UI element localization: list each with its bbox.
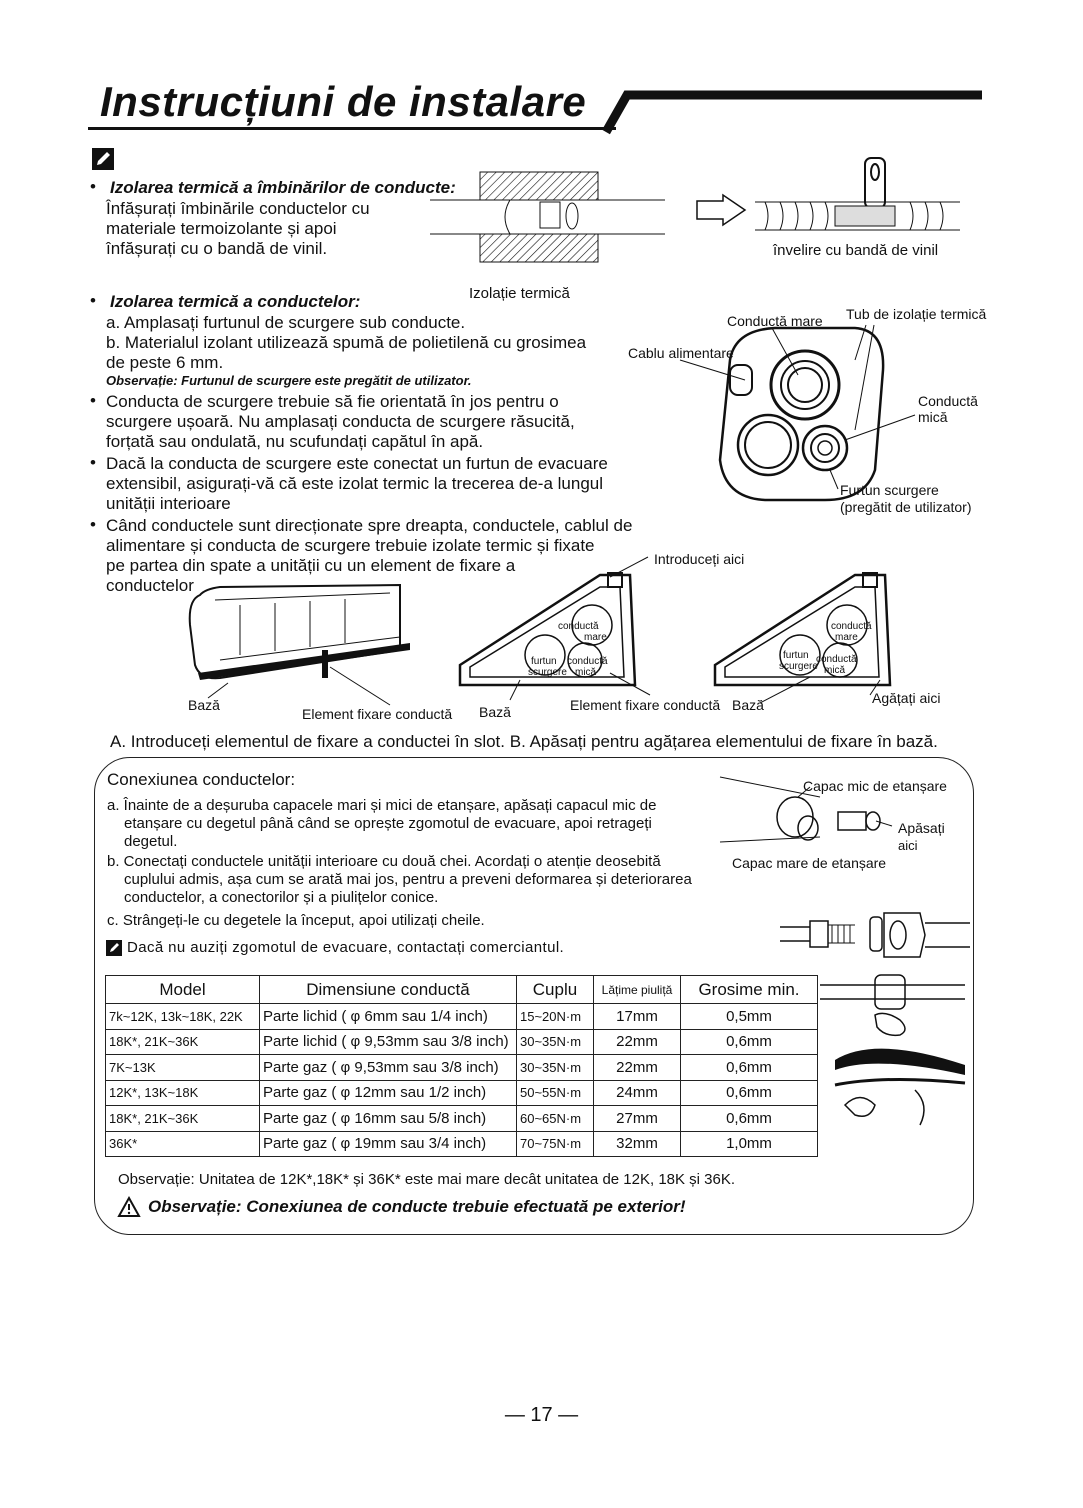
flare-nut-connection-diagram xyxy=(780,905,970,965)
header-model: Model xyxy=(106,976,260,1004)
page-number: — 17 — xyxy=(504,1404,579,1426)
cell-min-thickness: 0,6mm xyxy=(681,1055,818,1081)
cell-nut-width: 22mm xyxy=(594,1055,681,1081)
connection-b-line1: b. Conectați conductele unității interioare cu două chei. Acordați o atenție deosebită xyxy=(107,853,661,870)
cell-nut-width: 32mm xyxy=(594,1131,681,1157)
label-press-2: aici xyxy=(898,838,918,853)
drain-bullet2-line1: Dacă la conducta de scurgere este conectat un furtun de evacuare xyxy=(106,454,608,473)
label-drain-b2: scurgere xyxy=(779,661,818,672)
cell-pipe-size: Parte gaz ( φ 16mm sau 5/8 inch) xyxy=(260,1106,517,1132)
table-header-row xyxy=(106,976,818,1004)
cell-pipe-size: Parte gaz ( φ 12mm sau 1/2 inch) xyxy=(260,1080,517,1106)
bullet-right-routing: • xyxy=(90,515,96,534)
pencil-note-icon-small xyxy=(106,940,124,958)
cell-model: 12K*, 13K~18K xyxy=(106,1080,260,1106)
connection-a-line1: a. Înainte de a deșuruba capacele mari și mici de etanșare, apăsați capacul mic de xyxy=(107,797,657,814)
header-nut-width: Lățime piuliță xyxy=(594,976,681,1004)
label-small-pipe-1: Conductă xyxy=(918,393,978,409)
cell-model: 7k~12K, 13k~18K, 22K xyxy=(106,1004,260,1030)
label-pipe-big-2: mare xyxy=(584,632,607,643)
label-pipe-small-1b: conductă xyxy=(816,654,857,665)
section2-heading: Izolarea termică a conductelor: xyxy=(110,292,361,311)
table-row xyxy=(106,1029,818,1055)
label-power-cable: Cablu alimentare xyxy=(628,345,734,361)
label-drain-a: furtun xyxy=(531,656,557,667)
label-drain-2: (pregătit de utilizator) xyxy=(840,499,972,515)
label-pipe-small-2b: mică xyxy=(824,665,846,676)
figure-caption: A. Introduceți elementul de fixare a conductei în slot. B. Apăsați pentru agățarea elementului de fixare în bază. xyxy=(110,732,938,751)
label-pipe-big-1b: conductă xyxy=(831,621,872,632)
label-base-1: Bază xyxy=(188,697,220,713)
torque-spec-table xyxy=(105,975,818,1157)
bullet-drain1: • xyxy=(90,391,96,410)
footnote: Observație: Unitatea de 12K*,18K* și 36K* este mai mare decât unitatea de 12K, 18K și 36K. xyxy=(118,1171,736,1188)
connection-heading: Conexiunea conductelor: xyxy=(107,770,296,789)
bullet-drain2: • xyxy=(90,453,96,472)
routing-line2: alimentare și conducta de scurgere trebuie izolate termic și fixate xyxy=(106,536,595,555)
connection-b-line3: conductelor, a conectorilor și a piulițelor conice. xyxy=(124,889,439,906)
cell-torque: 15~20N·m xyxy=(517,1004,594,1030)
pipe-joint-insulation-diagram xyxy=(430,170,730,290)
cell-pipe-size: Parte lichid ( φ 9,53mm sau 3/8 inch) xyxy=(260,1029,517,1055)
label-small-seal-cap: Capac mic de etanșare xyxy=(803,778,947,794)
cell-min-thickness: 1,0mm xyxy=(681,1131,818,1157)
connection-a-line2: etanșare cu degetul până când se oprește zgomotul de evacuare, apoi retrageți xyxy=(124,815,652,832)
label-pipe-big-2b: mare xyxy=(835,632,858,643)
routing-line3: pe partea din spate a unității cu un element de fixare a xyxy=(106,556,516,575)
drain-bullet1-line3: forțată sau ondulată, nu scufundați capătul în apă. xyxy=(106,432,484,451)
label-press-1: Apăsați xyxy=(898,820,945,836)
cell-torque: 50~55N·m xyxy=(517,1080,594,1106)
warning-triangle-icon xyxy=(118,1197,140,1217)
label-base-2: Bază xyxy=(479,704,511,720)
drain-bullet1-line2: scurgere ușoară. Nu amplasați conducta de scurgere răsucită, xyxy=(106,412,575,431)
label-big-seal-cap: Capac mare de etanșare xyxy=(732,855,887,871)
routing-line4: conductelor xyxy=(106,576,194,595)
section2-line-b: b. Materialul izolant utilizează spumă de polietilenă cu grosimea xyxy=(106,333,587,352)
cell-torque: 30~35N·m xyxy=(517,1055,594,1081)
cell-nut-width: 17mm xyxy=(594,1004,681,1030)
table-row xyxy=(106,1004,818,1030)
drain-bullet2-line2: extensibil, asigurați-vă că este izolat termic la trecerea de-a lungul xyxy=(106,474,604,493)
arrow-right-icon xyxy=(695,195,755,235)
warning-text: Observație: Conexiunea de conducte trebuie efectuată pe exterior! xyxy=(148,1197,686,1216)
bullet-section2: • xyxy=(90,291,96,310)
indoor-unit-pipe-clip-diagram xyxy=(180,555,1080,705)
cell-pipe-size: Parte gaz ( φ 9,53mm sau 3/8 inch) xyxy=(260,1055,517,1081)
vinyl-tape-wrap-diagram xyxy=(755,150,975,240)
wrench-tightening-diagram xyxy=(815,965,975,1135)
section1-line1: Înfășurați îmbinările conductelor cu xyxy=(106,199,370,218)
section1-heading: Izolarea termică a îmbinărilor de conducte: xyxy=(110,178,456,197)
label-insulation-tube: Tub de izolație termică xyxy=(846,306,987,322)
cell-nut-width: 27mm xyxy=(594,1106,681,1132)
header-pipe-size: Dimensiune conductă xyxy=(260,976,517,1004)
table-row xyxy=(106,1106,818,1132)
label-small-pipe-2: mică xyxy=(918,409,948,425)
routing-line1: Când conductele sunt direcționate spre dreapta, conductele, cablul de xyxy=(106,516,633,535)
header-min-thickness: Grosime min. xyxy=(681,976,818,1004)
label-big-pipe: Conductă mare xyxy=(727,313,823,329)
cell-model: 36K* xyxy=(106,1131,260,1157)
cell-pipe-size: Parte lichid ( φ 6mm sau 1/4 inch) xyxy=(260,1004,517,1030)
cell-model: 18K*, 21K~36K xyxy=(106,1029,260,1055)
label-pipe-big-1: conductă xyxy=(558,621,599,632)
cell-model: 18K*, 21K~36K xyxy=(106,1106,260,1132)
cell-nut-width: 24mm xyxy=(594,1080,681,1106)
label-clip-2: Element fixare conductă xyxy=(570,697,721,713)
section1-line2: materiale termoizolante și apoi xyxy=(106,219,337,238)
connection-c: c. Strângeți-le cu degetele la început, apoi utilizați cheile. xyxy=(107,912,485,929)
drain-bullet2-line3: unității interioare xyxy=(106,494,231,513)
drain-bullet1-line1: Conducta de scurgere trebuie să fie orientată în jos pentru o xyxy=(106,392,559,411)
label-drain-1: Furtun scurgere xyxy=(840,482,939,498)
cell-torque: 60~65N·m xyxy=(517,1106,594,1132)
cell-min-thickness: 0,5mm xyxy=(681,1004,818,1030)
table-row xyxy=(106,1055,818,1081)
cell-pipe-size: Parte gaz ( φ 19mm sau 3/4 inch) xyxy=(260,1131,517,1157)
title-slant-rule xyxy=(0,0,1083,140)
label-drain-a2: furtun xyxy=(783,650,809,661)
label-base-3: Bază xyxy=(732,697,764,713)
section2-line-a: a. Amplasați furtunul de scurgere sub conducte. xyxy=(106,313,466,332)
connection-b-line2: cuplului admis, așa cum se arată mai jos, pentru a preveni deformarea și deteriorarea xyxy=(124,871,692,888)
label-insulation: Izolație termică xyxy=(469,285,570,302)
pencil-note-icon xyxy=(92,148,112,168)
section2-observation: Observație: Furtunul de scurgere este pregătit de utilizator. xyxy=(106,373,472,388)
page-title: Instrucțiuni de instalare xyxy=(100,78,587,125)
label-insert-here: Introduceți aici xyxy=(654,551,745,567)
label-vinyl-tape: învelire cu bandă de vinil xyxy=(773,242,939,259)
bullet-section1: • xyxy=(90,177,96,196)
label-pipe-small-1: conductă xyxy=(567,656,608,667)
label-drain-b: scurgere xyxy=(528,667,567,678)
table-row xyxy=(106,1131,818,1157)
label-hook-here: Agățați aici xyxy=(872,690,941,706)
section1-line3: înfășurați cu o bandă de vinil. xyxy=(106,239,328,258)
cell-min-thickness: 0,6mm xyxy=(681,1029,818,1055)
section2-line-b2: de peste 6 mm. xyxy=(106,353,224,372)
cell-model: 7K~13K xyxy=(106,1055,260,1081)
cell-torque: 70~75N·m xyxy=(517,1131,594,1157)
label-clip-1: Element fixare conductă xyxy=(302,706,453,722)
connection-note: Dacă nu auziți zgomotul de evacuare, contactați comerciantul. xyxy=(127,939,565,956)
cell-torque: 30~35N·m xyxy=(517,1029,594,1055)
header-torque: Cuplu xyxy=(517,976,594,1004)
cell-min-thickness: 0,6mm xyxy=(681,1106,818,1132)
cell-min-thickness: 0,6mm xyxy=(681,1080,818,1106)
table-row xyxy=(106,1080,818,1106)
connection-a-line3: degetul. xyxy=(124,833,178,850)
cell-nut-width: 22mm xyxy=(594,1029,681,1055)
label-pipe-small-2: mică xyxy=(575,667,597,678)
